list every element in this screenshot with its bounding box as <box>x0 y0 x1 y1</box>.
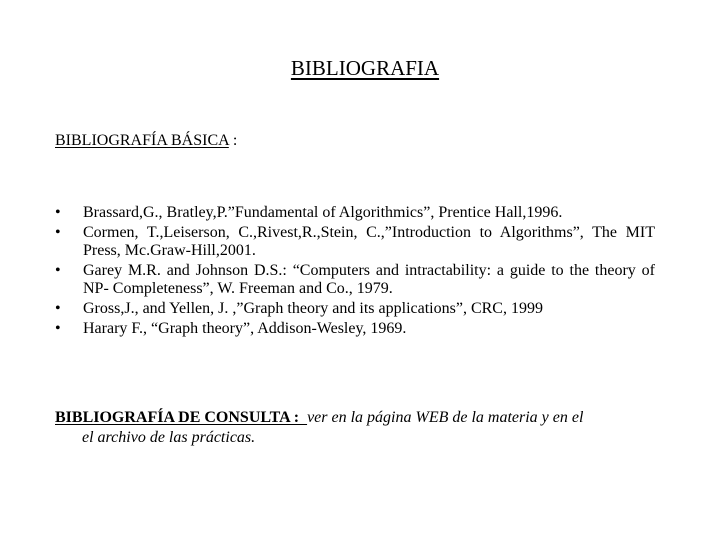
basic-bibliography-label: BIBLIOGRAFÍA BÁSICA <box>55 132 229 149</box>
consult-text-line-2: el archivo de las prácticas. <box>82 429 256 446</box>
reference-item <box>55 300 655 318</box>
reference-text: Gross,J., and Yellen, J. ,”Graph theory and its applications”, CRC, 1999 <box>83 300 543 317</box>
bullet-icon: • <box>55 224 61 241</box>
consult-bibliography-label: BIBLIOGRAFÍA DE CONSULTA : <box>55 409 308 426</box>
bullet-icon: • <box>55 204 61 221</box>
bullet-icon: • <box>55 300 61 317</box>
reference-list <box>55 204 655 338</box>
reference-text: Cormen, T.,Leiserson, C.,Rivest,R.,Stein, C.,”Introduction to Algorithms”, The MIT Press, Mc.Graw-Hill,2001. <box>83 224 655 259</box>
consult-bibliography-section <box>55 408 660 448</box>
reference-text: Brassard,G., Bratley,P.”Fundamental of Algorithmics”, Prentice Hall,1996. <box>83 204 563 221</box>
reference-text: Harary F., “Graph theory”, Addison-Wesley, 1969. <box>83 320 407 337</box>
page-title: BIBLIOGRAFIA <box>290 56 440 80</box>
reference-item <box>55 224 655 260</box>
reference-text: Garey M.R. and Johnson D.S.: “Computers and intractability: a guide to the theory of NP- Completeness”, W. Freeman and Co., 1979. <box>83 262 655 297</box>
consult-line-1 <box>55 408 660 428</box>
basic-bibliography-colon: : <box>228 132 238 149</box>
consult-text-line-1: ver en la página WEB de la materia y en el <box>307 409 584 426</box>
reference-item <box>55 204 655 222</box>
basic-bibliography-heading <box>55 132 237 150</box>
reference-item <box>55 262 655 298</box>
bullet-icon: • <box>55 320 61 337</box>
reference-item <box>55 320 655 338</box>
bullet-icon: • <box>55 262 61 279</box>
